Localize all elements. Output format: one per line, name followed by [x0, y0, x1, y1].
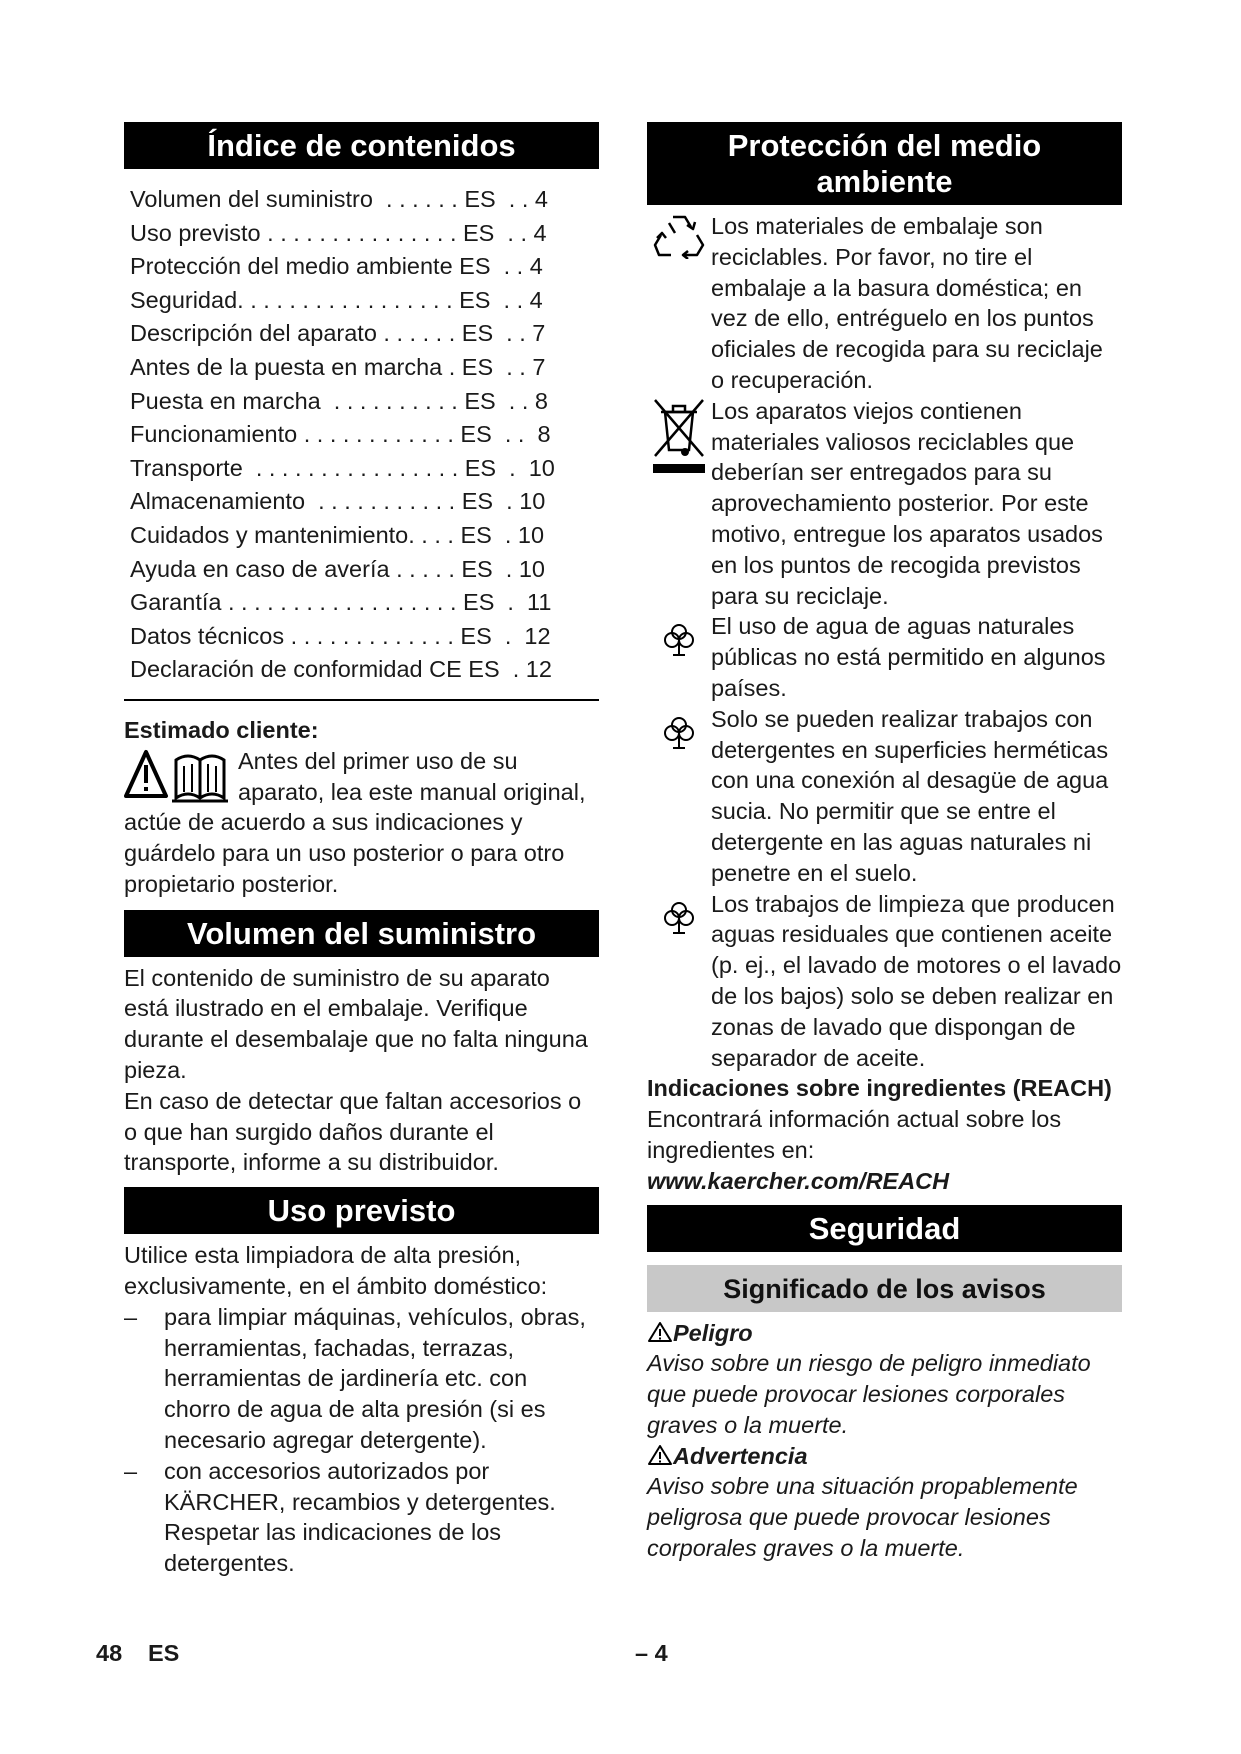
- env-item: [647, 704, 1122, 889]
- toc-entry[interactable]: Protección del medio ambiente ES . . 4: [130, 253, 543, 280]
- reach-link[interactable]: www.kaercher.com/REACH: [647, 1167, 950, 1194]
- advertencia-label-text: Advertencia: [673, 1442, 808, 1469]
- volumen-paragraph: El contenido de suministro de su aparato está ilustrado en el embalaje. Verifique durante el desembalaje que no falta ninguna pieza.: [124, 964, 588, 1084]
- footer-language: ES: [148, 1640, 180, 1666]
- env-text: Los materiales de embalaje son reciclables. Por favor, no tire el embalaje a la basura doméstica; en vez de ello, entréguelo en los puntos oficiales de recogida para su reciclaje o recuperación.: [711, 213, 1103, 393]
- toc-entry[interactable]: Seguridad. . . . . . . . . . . . . . . . . ES . . 4: [130, 286, 543, 313]
- warning-manual-icon: [124, 748, 232, 804]
- toc-entry[interactable]: Garantía . . . . . . . . . . . . . . . . . . ES . 11: [130, 589, 552, 616]
- medio-title: [647, 122, 1122, 205]
- advertencia-text: Aviso sobre una situación propablemente peligrosa que puede provocar lesiones corporales graves o la muerte.: [647, 1473, 1078, 1562]
- toc-entry[interactable]: Volumen del suministro . . . . . . ES . . 4: [130, 186, 548, 212]
- footer-page-number: 48: [96, 1640, 123, 1666]
- uso-title: Uso previsto: [124, 1187, 599, 1234]
- medio-title-line: ambiente: [816, 164, 953, 199]
- recycle-icon: [653, 211, 705, 259]
- env-item: [647, 211, 1122, 396]
- medio-section: [647, 211, 1122, 1197]
- footer-center: – 4: [635, 1640, 668, 1666]
- peligro-label: [647, 1318, 1122, 1349]
- reach-heading: Indicaciones sobre ingredientes (REACH): [647, 1075, 1112, 1102]
- toc-title: Índice de contenidos: [124, 122, 599, 169]
- list-dash: –: [124, 1457, 138, 1484]
- env-item: [647, 611, 1122, 703]
- tree-icon: [664, 716, 694, 750]
- volumen-title: Volumen del suministro: [124, 910, 599, 957]
- intro-section: [124, 715, 599, 900]
- table-of-contents: [130, 183, 600, 687]
- env-text: Los trabajos de limpieza que producen aguas residuales que contienen aceite (p. ej., el lavado de motores o el lavado de los bajos) solo se deben realizar en zonas de lavado que dispongan de separador de aceite.: [711, 890, 1122, 1071]
- toc-entry[interactable]: Descripción del aparato . . . . . . ES . . 7: [130, 320, 546, 347]
- toc-entry[interactable]: Transporte . . . . . . . . . . . . . . . . ES . 10: [130, 454, 555, 481]
- env-item: [647, 889, 1122, 1074]
- reach-text: Encontrará información actual sobre los ingredientes en:: [647, 1106, 1062, 1163]
- crossed-bin-icon: [651, 396, 707, 474]
- toc-entry[interactable]: Ayuda en caso de avería . . . . . ES . 10: [130, 555, 545, 582]
- list-item: [124, 1456, 599, 1579]
- tree-icon: [664, 623, 694, 657]
- toc-entry[interactable]: Declaración de conformidad CE ES . 12: [130, 656, 552, 683]
- volumen-section: [124, 963, 599, 1179]
- intro-heading: Estimado cliente:: [124, 716, 319, 743]
- volumen-paragraph: En caso de detectar que faltan accesorios o o que han surgido daños durante el transporte, informe a su distribuidor.: [124, 1087, 582, 1176]
- warning-icon: [647, 1321, 673, 1343]
- right-column: [647, 122, 1122, 1564]
- list-item: [124, 1302, 599, 1456]
- uso-section: [124, 1240, 599, 1579]
- env-text: El uso de agua de aguas naturales públicas no está permitido en algunos países.: [711, 613, 1106, 701]
- toc-entry[interactable]: Almacenamiento . . . . . . . . . . . ES . 10: [130, 488, 546, 515]
- env-text: Los aparatos viejos contienen materiales valiosos reciclables que deberían ser entregados para su aprovechamiento posterior. Por este motivo, entregue los aparatos usados en los puntos de recogida previstos para su reciclaje.: [711, 397, 1103, 609]
- seguridad-section: [647, 1318, 1122, 1564]
- list-item-text: para limpiar máquinas, vehículos, obras, herramientas, fachadas, terrazas, herramientas de jardinería etc. con chorro de agua de alta presión (si es necesario agregar detergente).: [164, 1303, 586, 1454]
- peligro-text: Aviso sobre un riesgo de peligro inmediato que puede provocar lesiones corporales graves o la muerte.: [647, 1350, 1091, 1438]
- warning-icon: [647, 1444, 673, 1466]
- medio-title-line: Protección del medio: [727, 128, 1042, 163]
- toc-entry[interactable]: Puesta en marcha . . . . . . . . . . ES . . 8: [130, 387, 548, 414]
- tree-icon: [664, 901, 694, 935]
- toc-entry[interactable]: Datos técnicos . . . . . . . . . . . . . ES . 12: [130, 622, 551, 649]
- intro-text: Antes del primer uso de su aparato, lea este manual original, actúe de acuerdo a sus indicaciones y guárdelo para un uso posterior o para otro propietario posterior.: [124, 747, 586, 897]
- env-text: Solo se pueden realizar trabajos con detergentes en superficies herméticas con una conexión al desagüe de agua sucia. No permitir que se entre el detergente en las aguas naturales ni penetre en el suelo.: [711, 705, 1109, 886]
- uso-intro: Utilice esta limpiadora de alta presión, exclusivamente, en el ámbito doméstico:: [124, 1242, 548, 1300]
- toc-entry[interactable]: Funcionamiento . . . . . . . . . . . . ES . . 8: [130, 421, 551, 448]
- advertencia-label: [647, 1441, 1122, 1472]
- left-column: [124, 122, 599, 1579]
- toc-entry[interactable]: Uso previsto . . . . . . . . . . . . . . . ES . . 4: [130, 219, 547, 246]
- list-item-text: con accesorios autorizados por KÄRCHER, recambios y detergentes. Respetar las indicaciones de los detergentes.: [164, 1457, 556, 1577]
- seguridad-subtitle: Significado de los avisos: [647, 1265, 1122, 1312]
- toc-entry[interactable]: Cuidados y mantenimiento. . . . ES . 10: [130, 521, 545, 548]
- peligro-label-text: Peligro: [673, 1319, 753, 1346]
- env-item: [647, 396, 1122, 612]
- list-dash: –: [124, 1303, 138, 1330]
- toc-entry[interactable]: Antes de la puesta en marcha . ES . . 7: [130, 353, 546, 380]
- divider: [124, 699, 599, 701]
- seguridad-title: Seguridad: [647, 1205, 1122, 1252]
